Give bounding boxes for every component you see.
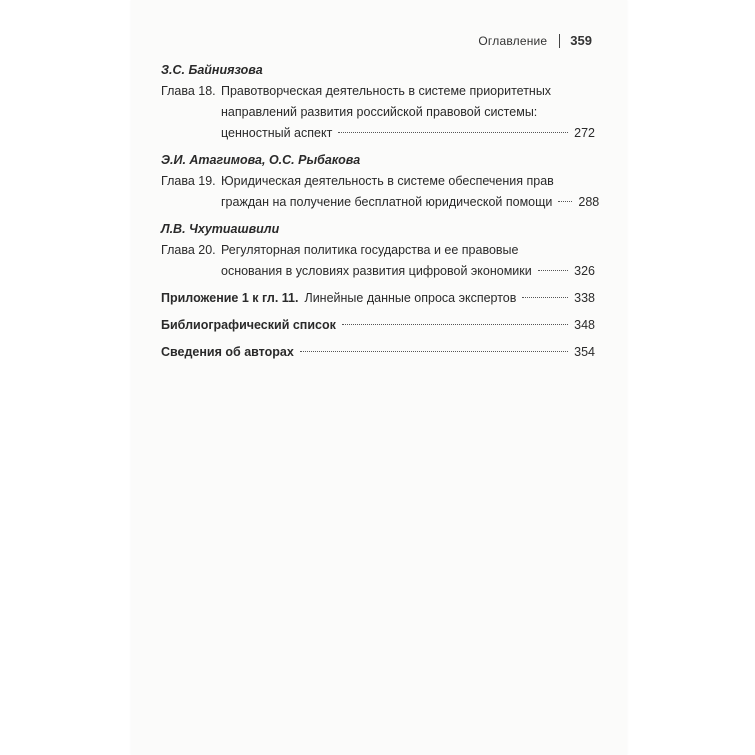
dot-leader (338, 132, 568, 133)
toc-entry-bibliography[interactable] (161, 315, 595, 336)
chapter-title-line: направлений развития российской правовой системы: (221, 105, 538, 119)
entry-page-number: 288 (578, 195, 600, 209)
entry-page-number: 354 (574, 345, 595, 359)
dot-leader (342, 324, 568, 325)
dot-leader (300, 351, 568, 352)
toc-entry-ch19[interactable] (161, 171, 600, 213)
book-page (131, 0, 627, 755)
toc-entry-ch20[interactable] (161, 240, 595, 282)
entry-page-number: 338 (574, 291, 595, 305)
author-ch18: З.С. Байниязова (161, 63, 263, 77)
chapter-title-line: основания в условиях развития цифровой экономики (221, 264, 532, 278)
entry-page-number: 348 (574, 318, 595, 332)
author-ch19: Э.И. Атагимова, О.С. Рыбакова (161, 153, 361, 167)
section-title: Оглавление (478, 33, 548, 48)
chapter-title-line: ценностный аспект (221, 126, 333, 140)
table-of-contents (161, 60, 600, 363)
appendix-label: Приложение 1 к гл. 11. (161, 291, 299, 305)
chapter-title-line: Регуляторная политика государства и ее правовые (221, 243, 519, 257)
chapter-title-line: Правотворческая деятельность в системе приоритетных (221, 84, 552, 98)
chapter-title-line: граждан на получение бесплатной юридической помощи (221, 195, 553, 209)
entry-page-number: 326 (574, 264, 595, 278)
dot-leader (522, 297, 568, 298)
toc-entry-appendix[interactable] (161, 288, 595, 309)
dot-leader (538, 270, 568, 271)
author-ch20: Л.В. Чхутиашвили (161, 222, 280, 236)
toc-entry-authors-info[interactable] (161, 342, 595, 363)
running-header (478, 33, 592, 48)
header-divider (559, 34, 560, 48)
toc-entry-ch18[interactable] (161, 81, 595, 144)
authors-info-title: Сведения об авторах (161, 345, 294, 359)
chapter-title-line: Юридическая деятельность в системе обеспечения прав (221, 174, 554, 188)
chapter-label: Глава 20. (161, 243, 216, 257)
chapter-label: Глава 18. (161, 84, 216, 98)
dot-leader (558, 201, 572, 202)
page-number: 359 (570, 33, 592, 48)
appendix-title: Линейные данные опроса экспертов (304, 291, 517, 305)
chapter-label: Глава 19. (161, 174, 216, 188)
bibliography-title: Библиографический список (161, 318, 336, 332)
entry-page-number: 272 (574, 126, 595, 140)
